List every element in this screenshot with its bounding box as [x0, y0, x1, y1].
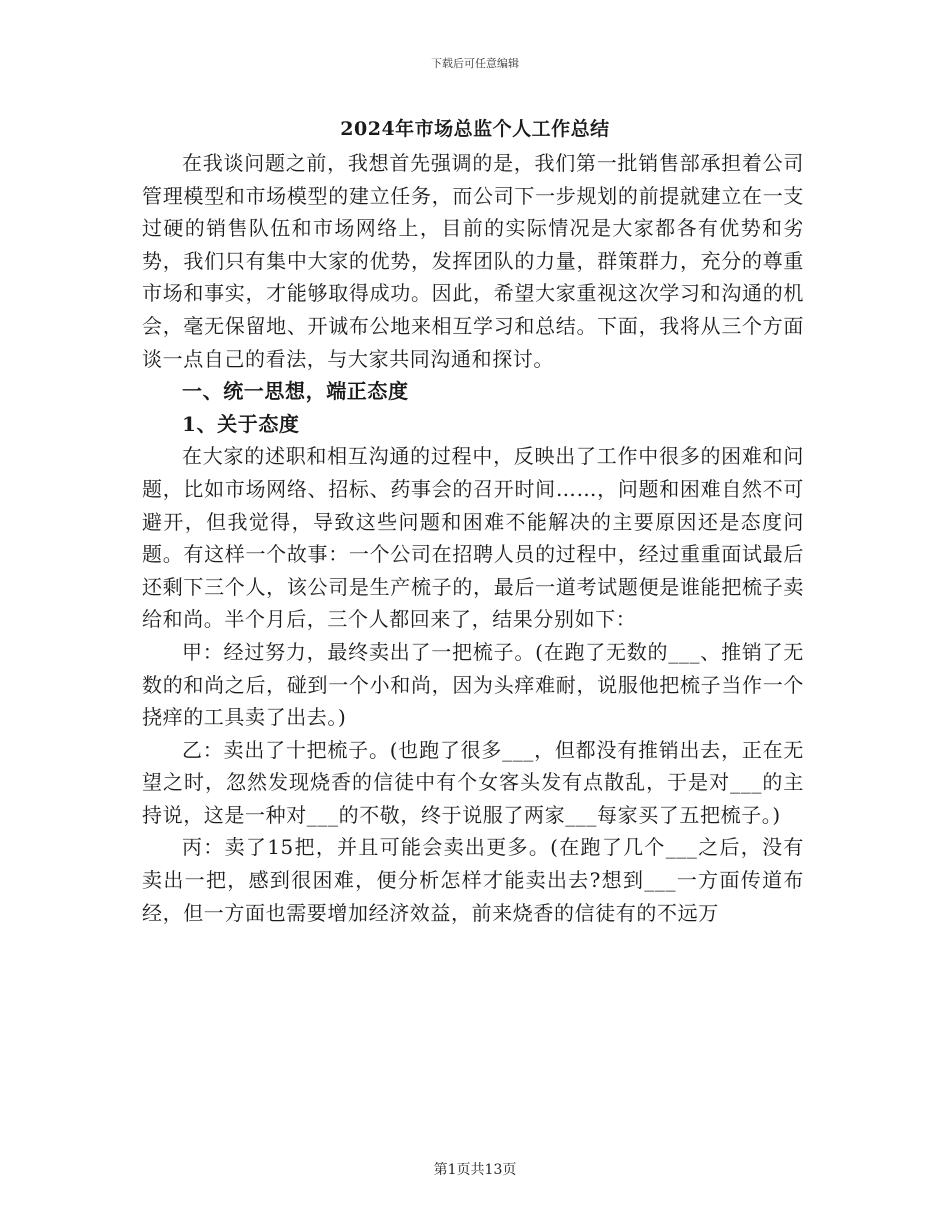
- paragraph-candidate-a: 甲：经过努力，最终卖出了一把梳子。(在跑了无数的___、推销了无数的和尚之后，碰到一个小和尚，因为头痒难耐，说服他把梳子当作一个挠痒的工具卖了出去。): [142, 639, 804, 730]
- section-heading: 一、统一思想，端正态度: [182, 379, 409, 404]
- document-body: [142, 147, 804, 929]
- subsection-heading: 1、关于态度: [182, 411, 300, 436]
- paragraph-candidate-c: 丙：卖了15把，并且可能会卖出更多。(在跑了几个___之后，没有卖出一把，感到很困难，便分析怎样才能卖出去?想到___一方面传道布经，但一方面也需要增加经济效益，前来烧香的信徒有的不远万: [142, 835, 804, 925]
- paragraph-candidate-b: 乙：卖出了十把梳子。(也跑了很多___，但都没有推销出去，正在无望之时，忽然发现烧香的信徒中有个女客头发有点散乱，于是对___的主持说，这是一种对___的不敬，终于说服了两家___每家买了五把梳子。): [142, 737, 804, 827]
- page-number: 第1页共13页: [433, 1162, 517, 1178]
- header-note: 下载后可任意编辑: [431, 57, 519, 70]
- paragraph-story: 在大家的述职和相互沟通的过程中，反映出了工作中很多的困难和问题，比如市场网络、招标、药事会的召开时间……，问题和困难自然不可避开，但我觉得，导致这些问题和困难不能解决的主要原因还是态度问题。有这样一个故事：一个公司在招聘人员的过程中，经过重重面试最后还剩下三个人，该公司是生产梳子的，最后一道考试题便是谁能把梳子卖给和尚。半个月后，三个人都回来了，结果分别如下：: [142, 444, 804, 632]
- paragraph-intro: 在我谈问题之前，我想首先强调的是，我们第一批销售部承担着公司管理模型和市场模型的建立任务，而公司下一步规划的前提就建立在一支过硬的销售队伍和市场网络上，目前的实际情况是大家都各有优势和劣势，我们只有集中大家的优势，发挥团队的力量，群策群力，充分的尊重市场和事实，才能够取得成功。因此，希望大家重视这次学习和沟通的机会，毫无保留地、开诚布公地来相互学习和总结。下面，我将从三个方面谈一点自己的看法，与大家共同沟通和探讨。: [142, 151, 804, 371]
- document-title: 2024年市场总监个人工作总结: [340, 118, 610, 140]
